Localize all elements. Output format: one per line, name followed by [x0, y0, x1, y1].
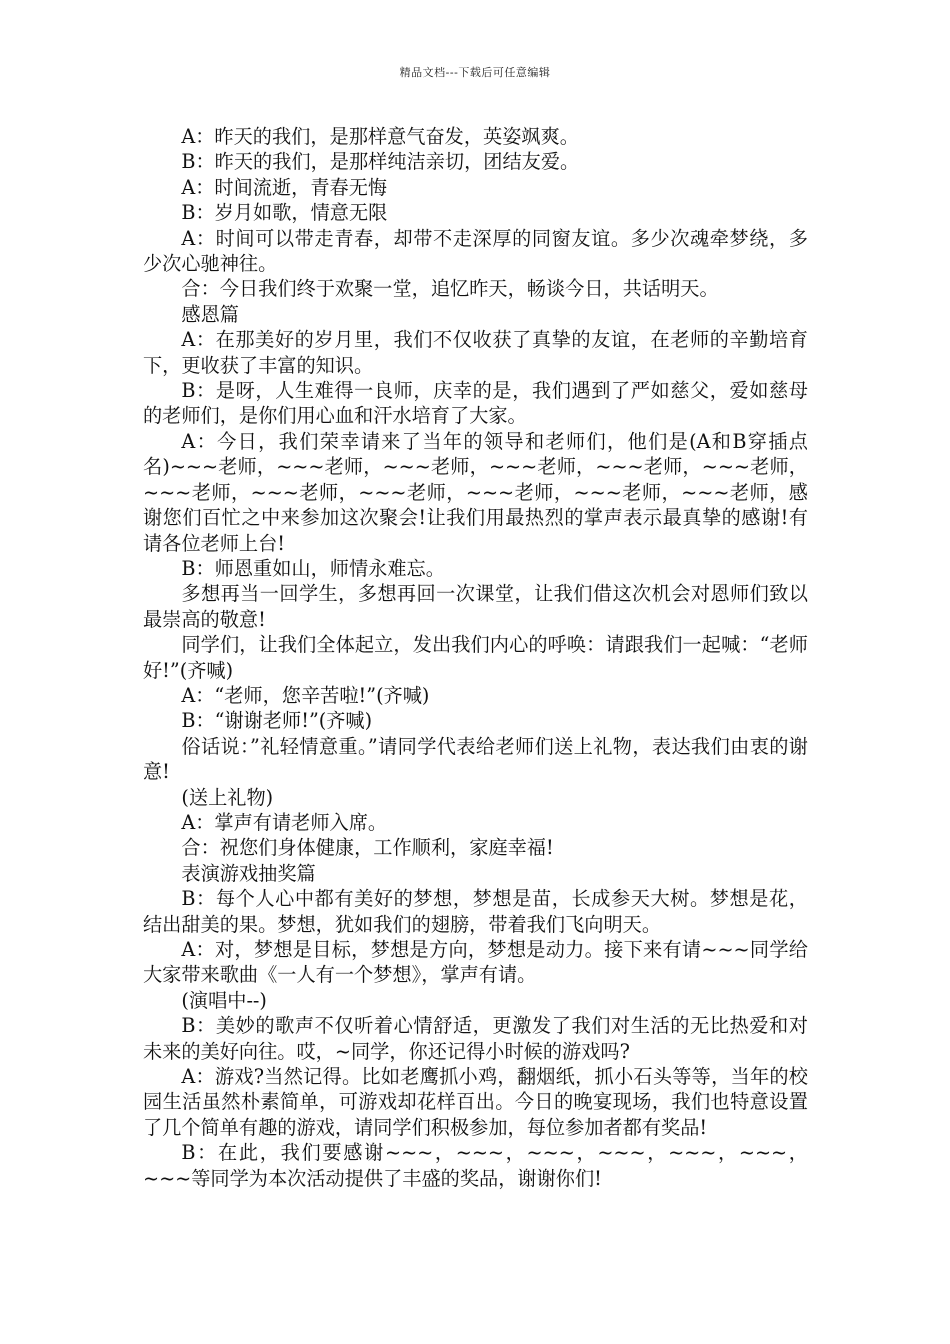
paragraph: A：“老师，您辛苦啦!”(齐喊) [181, 683, 430, 707]
paragraph: (送上礼物) [181, 785, 274, 809]
paragraph: (演唱中--) [181, 988, 267, 1012]
paragraph: A：昨天的我们，是那样意气奋发，英姿飒爽。 [181, 125, 579, 148]
paragraph: A：今日，我们荣幸请来了当年的领导和老师们，他们是(A和B穿插点名)~~~老师，~~~老师，~~~老师，~~~老师，~~~老师，~~~老师，~~~老师，~~~老师，~~~老师，~~~老师，~~~老师，~~~老师，感谢您们百忙之中来参加这次聚会!让我们用最热烈的掌声表示最真挚的感谢!有请各位老师上台! [143, 429, 808, 555]
document-body [143, 124, 808, 1191]
paragraph: A：时间流逝，青春无悔 [181, 175, 388, 199]
paragraph: 合：今日我们终于欢聚一堂，追忆昨天，畅谈今日，共话明天。 [181, 277, 719, 301]
paragraph: 俗话说：”礼轻情意重。”请同学代表给老师们送上礼物，表达我们由衷的谢意! [143, 734, 808, 784]
paragraph: B：美妙的歌声不仅听着心情舒适，更激发了我们对生活的无比热爱和对未来的美好向往。哎，~同学，你还记得小时候的游戏吗? [143, 1014, 808, 1063]
paragraph: B：是呀，人生难得一良师，庆幸的是，我们遇到了严如慈父，爱如慈母的老师们，是你们用心血和汗水培育了大家。 [143, 379, 808, 428]
paragraph: A：时间可以带走青春，却带不走深厚的同窗友谊。多少次魂牵梦绕，多少次心驰神往。 [143, 226, 808, 276]
page-header: 精品文档---下载后可任意编辑 [399, 66, 551, 79]
paragraph: A：游戏?当然记得。比如老鹰抓小鸡，翻烟纸，抓小石头等等，当年的校园生活虽然朴素简单，可游戏却花样百出。今日的晚宴现场，我们也特意设置了几个简单有趣的游戏，请同学们积极参加，每位参加者都有奖品! [143, 1065, 808, 1139]
paragraph: B：昨天的我们，是那样纯洁亲切，团结友爱。 [181, 150, 580, 174]
paragraph: B：岁月如歌，情意无限 [181, 201, 388, 225]
paragraph: B：在此，我们要感谢~~~，~~~，~~~，~~~，~~~，~~~，~~~等同学为本次活动提供了丰盛的奖品，谢谢你们! [143, 1141, 808, 1190]
paragraph: 合：祝您们身体健康，工作顺利，家庭幸福! [181, 836, 554, 860]
paragraph: B：“谢谢老师!”(齐喊) [181, 709, 373, 733]
paragraph: B：每个人心中都有美好的梦想，梦想是苗，长成参天大树。梦想是花，结出甜美的果。梦想，犹如我们的翅膀，带着我们飞向明天。 [143, 887, 808, 936]
paragraph: B：师恩重如山，师情永难忘。 [181, 556, 445, 580]
paragraph: A：对，梦想是目标，梦想是方向，梦想是动力。接下来有请~~~同学给大家带来歌曲《一人有一个梦想》，掌声有请。 [143, 938, 808, 987]
section-heading: 表演游戏抽奖篇 [181, 861, 316, 885]
paragraph: 同学们，让我们全体起立，发出我们内心的呼唤：请跟我们一起喊：“老师好!”(齐喊) [143, 633, 808, 682]
paragraph: 多想再当一回学生，多想再回一次课堂，让我们借这次机会对恩师们致以最崇高的敬意! [143, 582, 808, 631]
paragraph: A：在那美好的岁月里，我们不仅收获了真挚的友谊，在老师的辛勤培育下，更收获了丰富的知识。 [143, 328, 808, 377]
section-heading: 感恩篇 [181, 302, 239, 326]
paragraph: A：掌声有请老师入席。 [181, 810, 388, 834]
